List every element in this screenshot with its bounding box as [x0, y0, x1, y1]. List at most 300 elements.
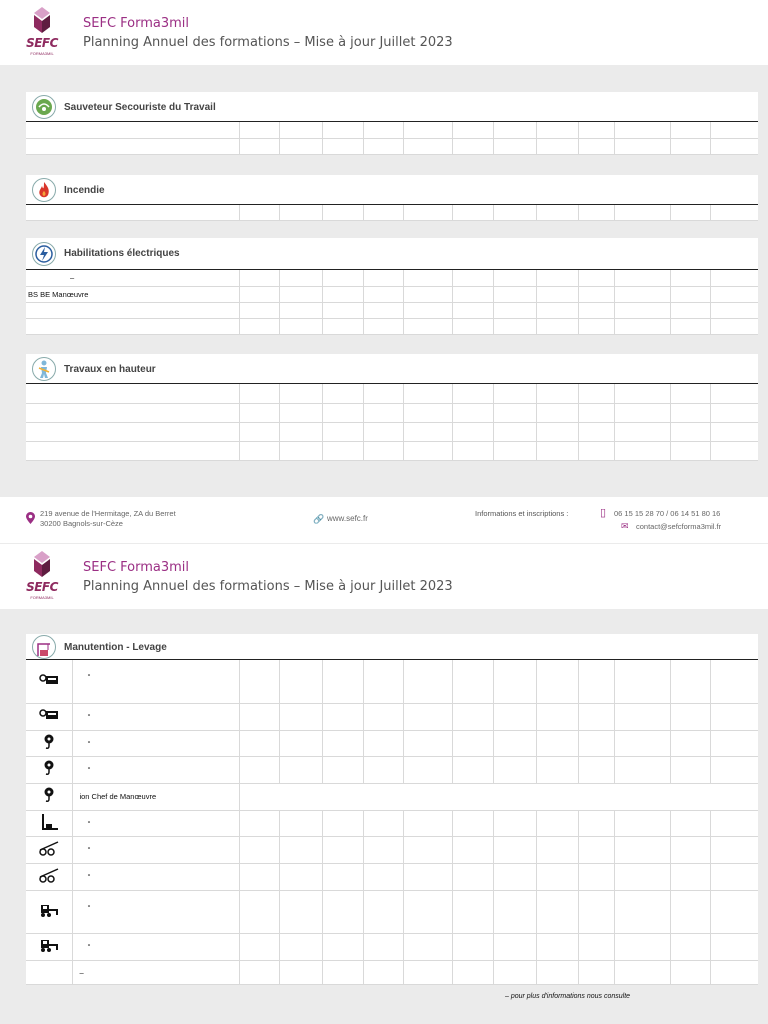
schedule-cell — [493, 286, 536, 302]
schedule-cell — [579, 730, 615, 756]
schedule-cell — [239, 933, 280, 960]
training-label — [26, 138, 239, 154]
schedule-cell — [453, 384, 494, 403]
schedule-cell — [404, 318, 453, 334]
schedule-cell — [280, 270, 323, 286]
training-label — [26, 318, 239, 334]
schedule-cell — [280, 810, 323, 836]
schedule-cell — [536, 138, 579, 154]
schedule-cell — [579, 403, 615, 422]
schedule-cell — [536, 286, 579, 302]
table-row — [26, 122, 758, 138]
schedule-cell — [711, 122, 758, 138]
schedule-cell — [711, 703, 758, 730]
schedule-cell — [453, 286, 494, 302]
schedule-cell — [404, 422, 453, 441]
training-label: ° — [73, 730, 239, 756]
schedule-cell — [615, 205, 670, 220]
schedule-cell — [670, 441, 711, 460]
schedule-cell — [579, 122, 615, 138]
schedule-cell — [323, 403, 364, 422]
link-icon: 🔗 — [313, 514, 325, 524]
schedule-cell — [711, 422, 758, 441]
schedule-cell — [536, 756, 579, 783]
logo-subtext: FORMA3MIL — [30, 595, 54, 600]
section-title: Manutention - Levage — [64, 642, 167, 653]
schedule-cell — [670, 384, 711, 403]
schedule-cell — [323, 138, 364, 154]
schedule-cell — [239, 422, 280, 441]
schedule-cell — [536, 384, 579, 403]
schedule-cell — [453, 138, 494, 154]
schedule-cell — [323, 270, 364, 286]
schedule-cell — [711, 960, 758, 984]
schedule-cell — [579, 863, 615, 890]
schedule-cell — [280, 138, 323, 154]
schedule-cell — [404, 205, 453, 220]
schedule-cell — [404, 302, 453, 318]
training-label: ° — [73, 703, 239, 730]
schedule-cell — [239, 138, 280, 154]
schedule-cell — [404, 933, 453, 960]
schedule-cell — [363, 318, 404, 334]
schedule-cell — [536, 933, 579, 960]
schedule-cell — [493, 138, 536, 154]
schedule-cell — [280, 660, 323, 703]
schedule-cell — [670, 890, 711, 933]
table-row — [26, 783, 758, 810]
schedule-cell — [404, 286, 453, 302]
schedule-cell — [453, 960, 494, 984]
schedule-cell — [536, 810, 579, 836]
table-row — [26, 422, 758, 441]
training-label: ° — [73, 836, 239, 863]
schedule-cell — [280, 756, 323, 783]
electric-icon — [32, 242, 56, 266]
schedule-cell — [239, 286, 280, 302]
schedule-cell — [239, 890, 280, 933]
schedule-cell — [711, 863, 758, 890]
schedule-cell — [323, 286, 364, 302]
schedule-cell — [579, 836, 615, 863]
schedule-cell — [363, 441, 404, 460]
schedule-cell — [363, 403, 404, 422]
schedule-table — [26, 205, 758, 221]
schedule-cell — [453, 302, 494, 318]
schedule-cell — [280, 960, 323, 984]
schedule-cell — [536, 122, 579, 138]
schedule-cell — [536, 890, 579, 933]
section-title: Incendie — [64, 185, 105, 196]
schedule-cell — [280, 703, 323, 730]
schedule-cell — [453, 441, 494, 460]
schedule-cell — [579, 810, 615, 836]
schedule-cell — [670, 286, 711, 302]
flame-icon — [32, 178, 56, 202]
table-row — [26, 138, 758, 154]
schedule-cell — [239, 205, 280, 220]
schedule-cell — [493, 122, 536, 138]
training-label — [26, 205, 239, 220]
schedule-cell — [493, 270, 536, 286]
footnote: – pour plus d'informations nous consulte — [505, 993, 631, 1000]
training-label: ° — [73, 810, 239, 836]
website-link[interactable]: www.sefc.fr — [327, 514, 368, 523]
schedule-cell — [493, 730, 536, 756]
section-hauteur — [26, 354, 758, 461]
schedule-cell — [536, 205, 579, 220]
schedule-cell — [615, 122, 670, 138]
schedule-table — [26, 384, 758, 461]
schedule-cell — [323, 863, 364, 890]
schedule-cell — [239, 270, 280, 286]
schedule-cell — [536, 703, 579, 730]
training-label: ° — [73, 890, 239, 933]
info-label: Informations et inscriptions : — [475, 509, 569, 518]
schedule-cell — [711, 730, 758, 756]
truck-crane-icon — [26, 836, 73, 863]
schedule-cell — [711, 836, 758, 863]
schedule-cell — [363, 703, 404, 730]
training-label: BS BE Manœuvre — [26, 286, 239, 302]
schedule-cell — [280, 302, 323, 318]
schedule-cell — [615, 730, 670, 756]
schedule-cell — [239, 703, 280, 730]
table-row — [26, 836, 758, 863]
schedule-cell — [363, 756, 404, 783]
schedule-cell — [280, 890, 323, 933]
schedule-table — [26, 660, 758, 985]
schedule-cell — [453, 122, 494, 138]
schedule-cell — [579, 302, 615, 318]
training-label: – — [26, 270, 239, 286]
address — [40, 509, 176, 529]
schedule-cell — [579, 422, 615, 441]
section-electrique — [26, 238, 758, 335]
schedule-cell — [323, 441, 364, 460]
schedule-cell — [323, 933, 364, 960]
schedule-cell — [579, 703, 615, 730]
schedule-cell — [404, 441, 453, 460]
brand-name: SEFC Forma3mil — [83, 560, 190, 575]
phone-icon: ▯ — [600, 507, 607, 519]
schedule-cell — [363, 122, 404, 138]
schedule-cell — [239, 836, 280, 863]
schedule-cell — [711, 138, 758, 154]
schedule-cell — [536, 863, 579, 890]
page-header — [0, 0, 768, 65]
schedule-cell — [323, 302, 364, 318]
schedule-cell — [536, 302, 579, 318]
schedule-cell — [615, 422, 670, 441]
schedule-cell — [323, 318, 364, 334]
schedule-cell — [579, 205, 615, 220]
schedule-cell — [536, 270, 579, 286]
crane-icon — [26, 660, 73, 703]
schedule-cell — [239, 318, 280, 334]
schedule-cell — [493, 810, 536, 836]
schedule-cell — [493, 422, 536, 441]
schedule-cell — [323, 890, 364, 933]
schedule-cell — [711, 933, 758, 960]
schedule-cell — [615, 318, 670, 334]
hook-icon — [26, 783, 73, 810]
schedule-cell — [615, 836, 670, 863]
loader-icon — [26, 933, 73, 960]
schedule-cell — [615, 403, 670, 422]
logo-text: SEFC — [26, 36, 58, 50]
table-row — [26, 205, 758, 220]
schedule-cell — [323, 703, 364, 730]
schedule-cell — [404, 122, 453, 138]
schedule-cell — [615, 660, 670, 703]
schedule-cell — [493, 441, 536, 460]
schedule-cell — [453, 863, 494, 890]
schedule-cell — [711, 403, 758, 422]
crane-icon — [26, 703, 73, 730]
schedule-cell — [615, 270, 670, 286]
schedule-cell — [404, 756, 453, 783]
email-link[interactable]: contact@sefcforma3mil.fr — [636, 522, 722, 531]
schedule-cell — [493, 836, 536, 863]
sefc-logo — [22, 549, 62, 603]
table-row — [26, 810, 758, 836]
schedule-cell — [670, 756, 711, 783]
schedule-cell — [579, 933, 615, 960]
schedule-cell — [711, 384, 758, 403]
schedule-cell — [536, 836, 579, 863]
schedule-cell — [280, 836, 323, 863]
schedule-cell — [579, 270, 615, 286]
schedule-cell — [536, 318, 579, 334]
schedule-cell — [404, 403, 453, 422]
schedule-cell — [536, 960, 579, 984]
section-header — [26, 175, 758, 205]
hook-icon — [26, 756, 73, 783]
logo-text: SEFC — [26, 580, 58, 594]
schedule-cell — [404, 270, 453, 286]
schedule-cell — [670, 270, 711, 286]
schedule-cell — [536, 441, 579, 460]
schedule-cell — [239, 783, 758, 810]
schedule-cell — [453, 890, 494, 933]
schedule-cell — [280, 422, 323, 441]
schedule-cell — [493, 318, 536, 334]
schedule-cell — [615, 756, 670, 783]
schedule-cell — [615, 286, 670, 302]
crane-icon — [32, 635, 56, 659]
table-row — [26, 270, 758, 286]
schedule-cell — [670, 403, 711, 422]
schedule-cell — [615, 933, 670, 960]
schedule-cell — [239, 441, 280, 460]
location-pin-icon — [26, 512, 35, 524]
schedule-cell — [323, 122, 364, 138]
schedule-cell — [711, 756, 758, 783]
schedule-cell — [323, 756, 364, 783]
address-line2: 30200 Bagnols-sur-Cèze — [40, 519, 123, 528]
table-row — [26, 933, 758, 960]
schedule-cell — [493, 933, 536, 960]
section-title: Habilitations électriques — [64, 248, 180, 259]
schedule-cell — [453, 318, 494, 334]
empty-icon-cell — [26, 960, 73, 984]
schedule-cell — [363, 138, 404, 154]
section-incendie — [26, 175, 758, 221]
schedule-cell — [615, 302, 670, 318]
schedule-cell — [363, 890, 404, 933]
schedule-cell — [670, 302, 711, 318]
schedule-cell — [404, 960, 453, 984]
schedule-cell — [404, 863, 453, 890]
schedule-cell — [579, 138, 615, 154]
schedule-cell — [239, 384, 280, 403]
schedule-cell — [711, 441, 758, 460]
schedule-cell — [363, 422, 404, 441]
schedule-cell — [536, 422, 579, 441]
schedule-cell — [670, 205, 711, 220]
brand-name: SEFC Forma3mil — [83, 16, 190, 31]
schedule-cell — [615, 441, 670, 460]
schedule-cell — [404, 730, 453, 756]
schedule-cell — [280, 730, 323, 756]
schedule-cell — [280, 122, 323, 138]
schedule-cell — [711, 810, 758, 836]
table-row — [26, 286, 758, 302]
schedule-cell — [404, 703, 453, 730]
schedule-cell — [493, 756, 536, 783]
schedule-cell — [493, 660, 536, 703]
schedule-cell — [493, 302, 536, 318]
schedule-cell — [239, 863, 280, 890]
schedule-cell — [280, 205, 323, 220]
sefc-logo — [22, 5, 62, 59]
hook-icon — [26, 730, 73, 756]
schedule-table — [26, 122, 758, 155]
schedule-cell — [404, 810, 453, 836]
schedule-cell — [363, 730, 404, 756]
schedule-cell — [404, 138, 453, 154]
schedule-cell — [493, 890, 536, 933]
page-title: Planning Annuel des formations – Mise à jour Juillet 2023 — [83, 579, 453, 594]
schedule-cell — [670, 730, 711, 756]
schedule-cell — [711, 660, 758, 703]
schedule-cell — [579, 318, 615, 334]
schedule-cell — [453, 836, 494, 863]
section-header — [26, 354, 758, 384]
section-title: Travaux en hauteur — [64, 364, 156, 375]
forklift-icon — [26, 810, 73, 836]
schedule-cell — [453, 205, 494, 220]
schedule-cell — [323, 205, 364, 220]
table-row — [26, 960, 758, 984]
schedule-cell — [323, 836, 364, 863]
schedule-cell — [363, 960, 404, 984]
training-label — [26, 422, 239, 441]
section-header — [26, 634, 758, 660]
schedule-cell — [363, 384, 404, 403]
training-label — [26, 441, 239, 460]
schedule-cell — [453, 933, 494, 960]
training-label — [26, 403, 239, 422]
training-label: ° — [73, 756, 239, 783]
schedule-cell — [239, 122, 280, 138]
schedule-cell — [363, 302, 404, 318]
schedule-cell — [670, 422, 711, 441]
training-label: – — [73, 960, 239, 984]
loader-icon — [26, 890, 73, 933]
schedule-cell — [711, 890, 758, 933]
schedule-cell — [615, 890, 670, 933]
schedule-cell — [453, 756, 494, 783]
schedule-cell — [615, 863, 670, 890]
phone-numbers[interactable]: 06 15 15 28 70 / 06 14 51 80 16 — [614, 509, 721, 518]
schedule-cell — [404, 660, 453, 703]
schedule-cell — [239, 660, 280, 703]
schedule-cell — [239, 730, 280, 756]
table-row — [26, 403, 758, 422]
schedule-cell — [670, 960, 711, 984]
schedule-cell — [323, 730, 364, 756]
table-row — [26, 660, 758, 703]
training-label — [26, 302, 239, 318]
schedule-cell — [239, 960, 280, 984]
schedule-cell — [670, 318, 711, 334]
schedule-cell — [363, 863, 404, 890]
schedule-cell — [239, 756, 280, 783]
schedule-cell — [670, 836, 711, 863]
harness-icon — [32, 357, 56, 381]
schedule-cell — [239, 302, 280, 318]
schedule-cell — [280, 441, 323, 460]
schedule-cell — [280, 286, 323, 302]
page-title: Planning Annuel des formations – Mise à jour Juillet 2023 — [83, 35, 453, 50]
schedule-cell — [280, 318, 323, 334]
training-label — [26, 384, 239, 403]
schedule-cell — [536, 660, 579, 703]
schedule-cell — [711, 270, 758, 286]
truck-crane-icon — [26, 863, 73, 890]
schedule-cell — [579, 660, 615, 703]
schedule-cell — [493, 384, 536, 403]
schedule-cell — [536, 730, 579, 756]
section-levage — [26, 634, 758, 985]
schedule-cell — [404, 836, 453, 863]
schedule-cell — [323, 960, 364, 984]
schedule-cell — [579, 756, 615, 783]
schedule-cell — [493, 863, 536, 890]
address-line1: 219 avenue de l'Hermitage, ZA du Berret — [40, 509, 176, 518]
schedule-cell — [453, 270, 494, 286]
schedule-cell — [670, 138, 711, 154]
mail-icon: ✉ — [621, 521, 629, 531]
schedule-cell — [363, 660, 404, 703]
table-row — [26, 384, 758, 403]
logo-subtext: FORMA3MIL — [30, 51, 54, 56]
schedule-cell — [670, 810, 711, 836]
training-label: ° — [73, 863, 239, 890]
schedule-cell — [363, 205, 404, 220]
table-row — [26, 318, 758, 334]
table-row — [26, 890, 758, 933]
schedule-cell — [670, 660, 711, 703]
schedule-cell — [579, 960, 615, 984]
schedule-cell — [579, 384, 615, 403]
schedule-cell — [711, 318, 758, 334]
schedule-cell — [579, 286, 615, 302]
schedule-cell — [404, 384, 453, 403]
training-label: ° — [73, 933, 239, 960]
